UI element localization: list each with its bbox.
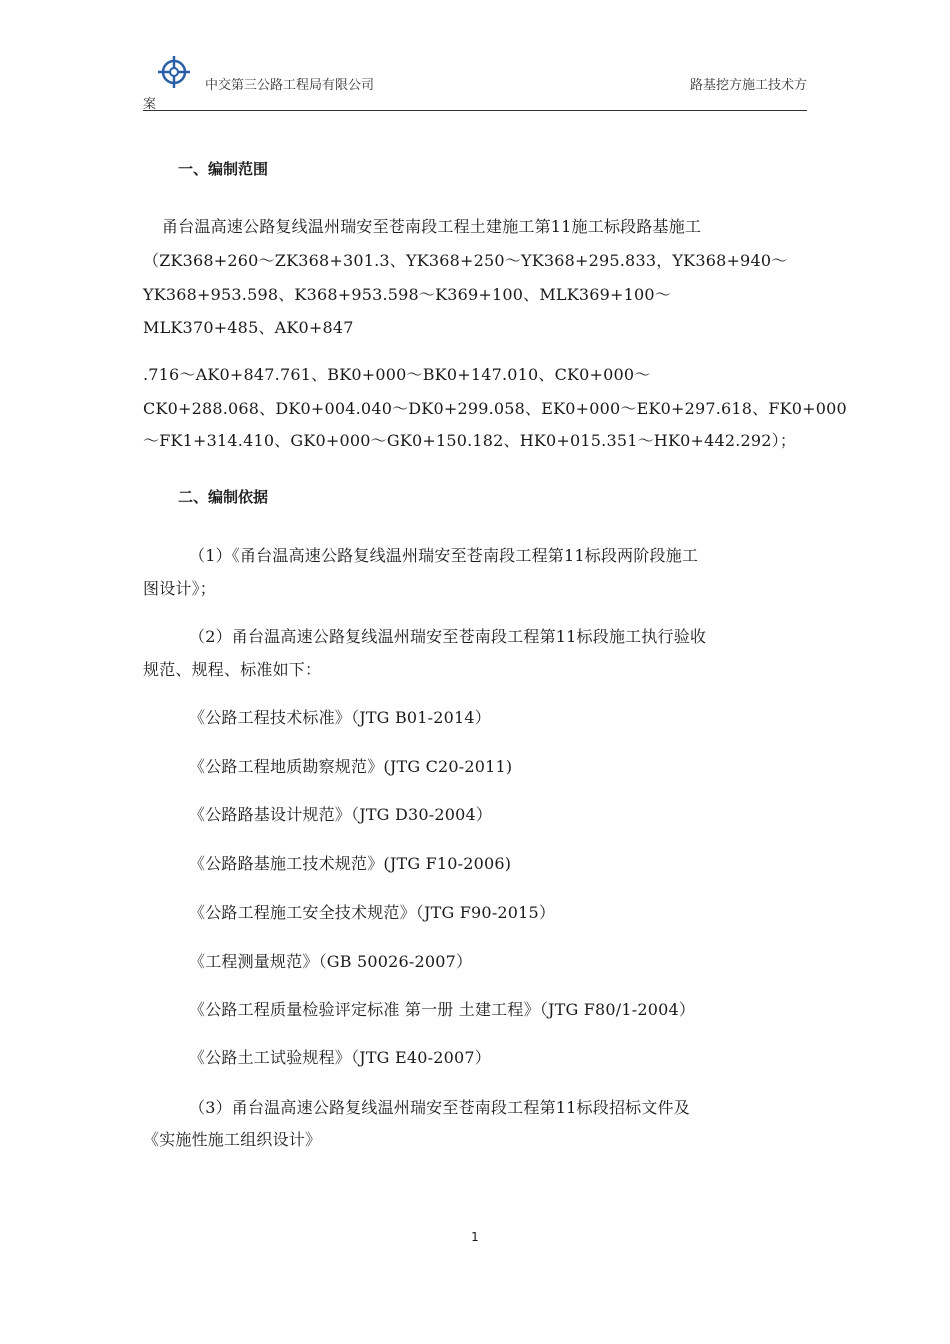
page-header: [143, 50, 807, 110]
scope-paragraph-line: MLK370+485、AK0+847: [143, 318, 354, 337]
scope-paragraph-line: .716～AK0+847.761、BK0+000～BK0+147.010、CK0+000～: [143, 365, 651, 384]
standard-item: 《公路工程技术标准》（JTG B01-2014）: [189, 708, 491, 727]
standard-item: 《公路工程质量检验评定标准 第一册 土建工程》（JTG F80/1-2004）: [189, 1000, 696, 1019]
section-heading-basis: 二、编制依据: [178, 488, 269, 506]
scope-paragraph-line: （ZK368+260～ZK368+301.3、YK368+250～YK368+295.833，YK368+940～: [143, 251, 788, 270]
scope-paragraph-line: ～FK1+314.410、GK0+000～GK0+150.182、HK0+015.351～HK0+442.292）；: [143, 431, 797, 450]
basis-item-2-line: 规范、规程、标准如下：: [143, 660, 322, 679]
standard-item: 《公路路基设计规范》（JTG D30-2004）: [189, 805, 493, 824]
document-title: 路基挖方施工技术方: [689, 78, 807, 93]
basis-item-3-line: 《实施性施工组织设计》: [143, 1130, 322, 1149]
basis-item-1-line: 图设计》；: [143, 579, 217, 598]
header-divider: [143, 110, 807, 111]
standard-item: 《公路工程地质勘察规范》(JTG C20-2011): [189, 757, 513, 776]
basis-item-2-line: （2）甬台温高速公路复线温州瑞安至苍南段工程第11标段施工执行验收: [189, 627, 707, 646]
page-number: 1: [471, 1230, 479, 1244]
standard-item: 《公路土工试验规程》（JTG E40-2007）: [189, 1048, 491, 1067]
document-title-continuation: 案: [143, 97, 157, 112]
standard-item: 《公路路基施工技术规范》(JTG F10-2006): [189, 854, 512, 873]
company-name: 中交第三公路工程局有限公司: [205, 78, 375, 93]
basis-item-3-line: （3）甬台温高速公路复线温州瑞安至苍南段工程第11标段招标文件及: [189, 1098, 690, 1117]
scope-paragraph-line: 甬台温高速公路复线温州瑞安至苍南段工程土建施工第11施工标段路基施工: [162, 217, 702, 236]
section-heading-scope: 一、编制范围: [178, 160, 269, 178]
scope-paragraph-line: YK368+953.598、K368+953.598～K369+100、MLK369+100～: [143, 285, 671, 304]
standard-item: 《工程测量规范》（GB 50026-2007）: [189, 952, 473, 971]
scope-paragraph-line: CK0+288.068、DK0+004.040～DK0+299.058、EK0+000～EK0+297.618、FK0+000: [143, 399, 847, 418]
standard-item: 《公路工程施工安全技术规范》（JTG F90-2015）: [189, 903, 556, 922]
company-logo-icon: [158, 56, 190, 88]
basis-item-1-line: （1）《甬台温高速公路复线温州瑞安至苍南段工程第11标段两阶段施工: [189, 546, 699, 565]
